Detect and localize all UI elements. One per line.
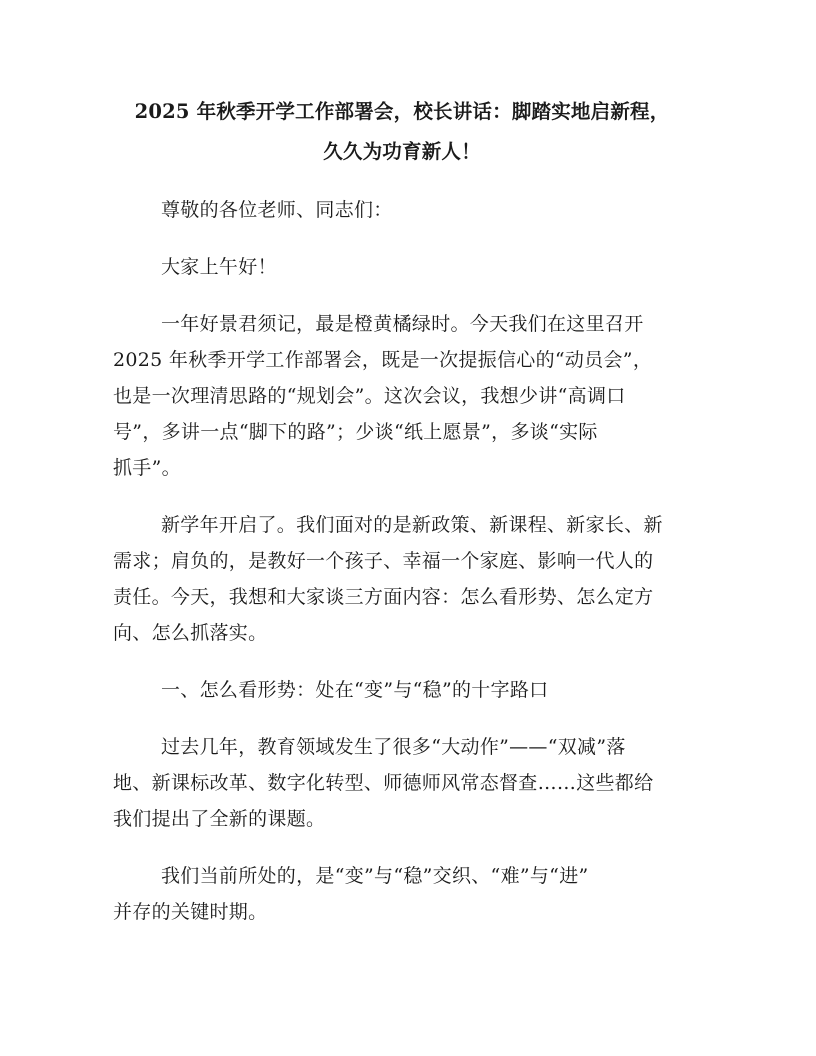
title-line: 久久为功育新人！ [323, 140, 481, 163]
text-line: 一年好景君须记，最是橙黄橘绿时。今天我们在这里召开 [161, 313, 644, 335]
text-line: 尊敬的各位老师、同志们： [161, 199, 393, 221]
body-paragraph [113, 729, 691, 837]
text-line: 一、怎么看形势：处在“变”与“稳”的十字路口 [161, 679, 549, 701]
text-line: 并存的关键时期。 [113, 901, 268, 923]
text-line: 号”，多讲一点“脚下的路”；少谈“纸上愿景”，多谈“实际 [113, 421, 598, 443]
text-line: 过去几年，教育领域发生了很多“大动作”——“双减”落 [161, 736, 626, 758]
text-line: 抓手”。 [113, 457, 181, 479]
title-line: 2025 年秋季开学工作部署会，校长讲话：脚踏实地启新程， [134, 100, 670, 123]
text-line: 2025 年秋季开学工作部署会，既是一次提振信心的“动员会”， [113, 349, 653, 371]
text-line: 需求；肩负的，是教好一个孩子、幸福一个家庭、影响一代人的 [113, 550, 654, 572]
body-paragraph [113, 858, 691, 930]
text-line: 大家上午好！ [161, 256, 277, 278]
document-page [113, 92, 691, 951]
text-line: 地、新课标改革、数字化转型、师德师风常态督查……这些都给 [113, 772, 654, 794]
text-line: 我们当前所处的，是“变”与“稳”交织、“难”与“进” [161, 865, 589, 887]
body-paragraph [113, 306, 691, 486]
section-heading [113, 672, 691, 708]
greeting-paragraph [113, 249, 691, 285]
document-title [113, 92, 691, 172]
text-line: 责任。今天，我想和大家谈三方面内容：怎么看形势、怎么定方 [113, 586, 654, 608]
salutation-paragraph [113, 192, 691, 228]
body-paragraph [113, 507, 691, 651]
text-line: 新学年开启了。我们面对的是新政策、新课程、新家长、新 [161, 514, 663, 536]
text-line: 我们提出了全新的课题。 [113, 808, 326, 830]
text-line: 向、怎么抓落实。 [113, 622, 268, 644]
text-line: 也是一次理清思路的“规划会”。这次会议，我想少讲“高调口 [113, 385, 626, 407]
